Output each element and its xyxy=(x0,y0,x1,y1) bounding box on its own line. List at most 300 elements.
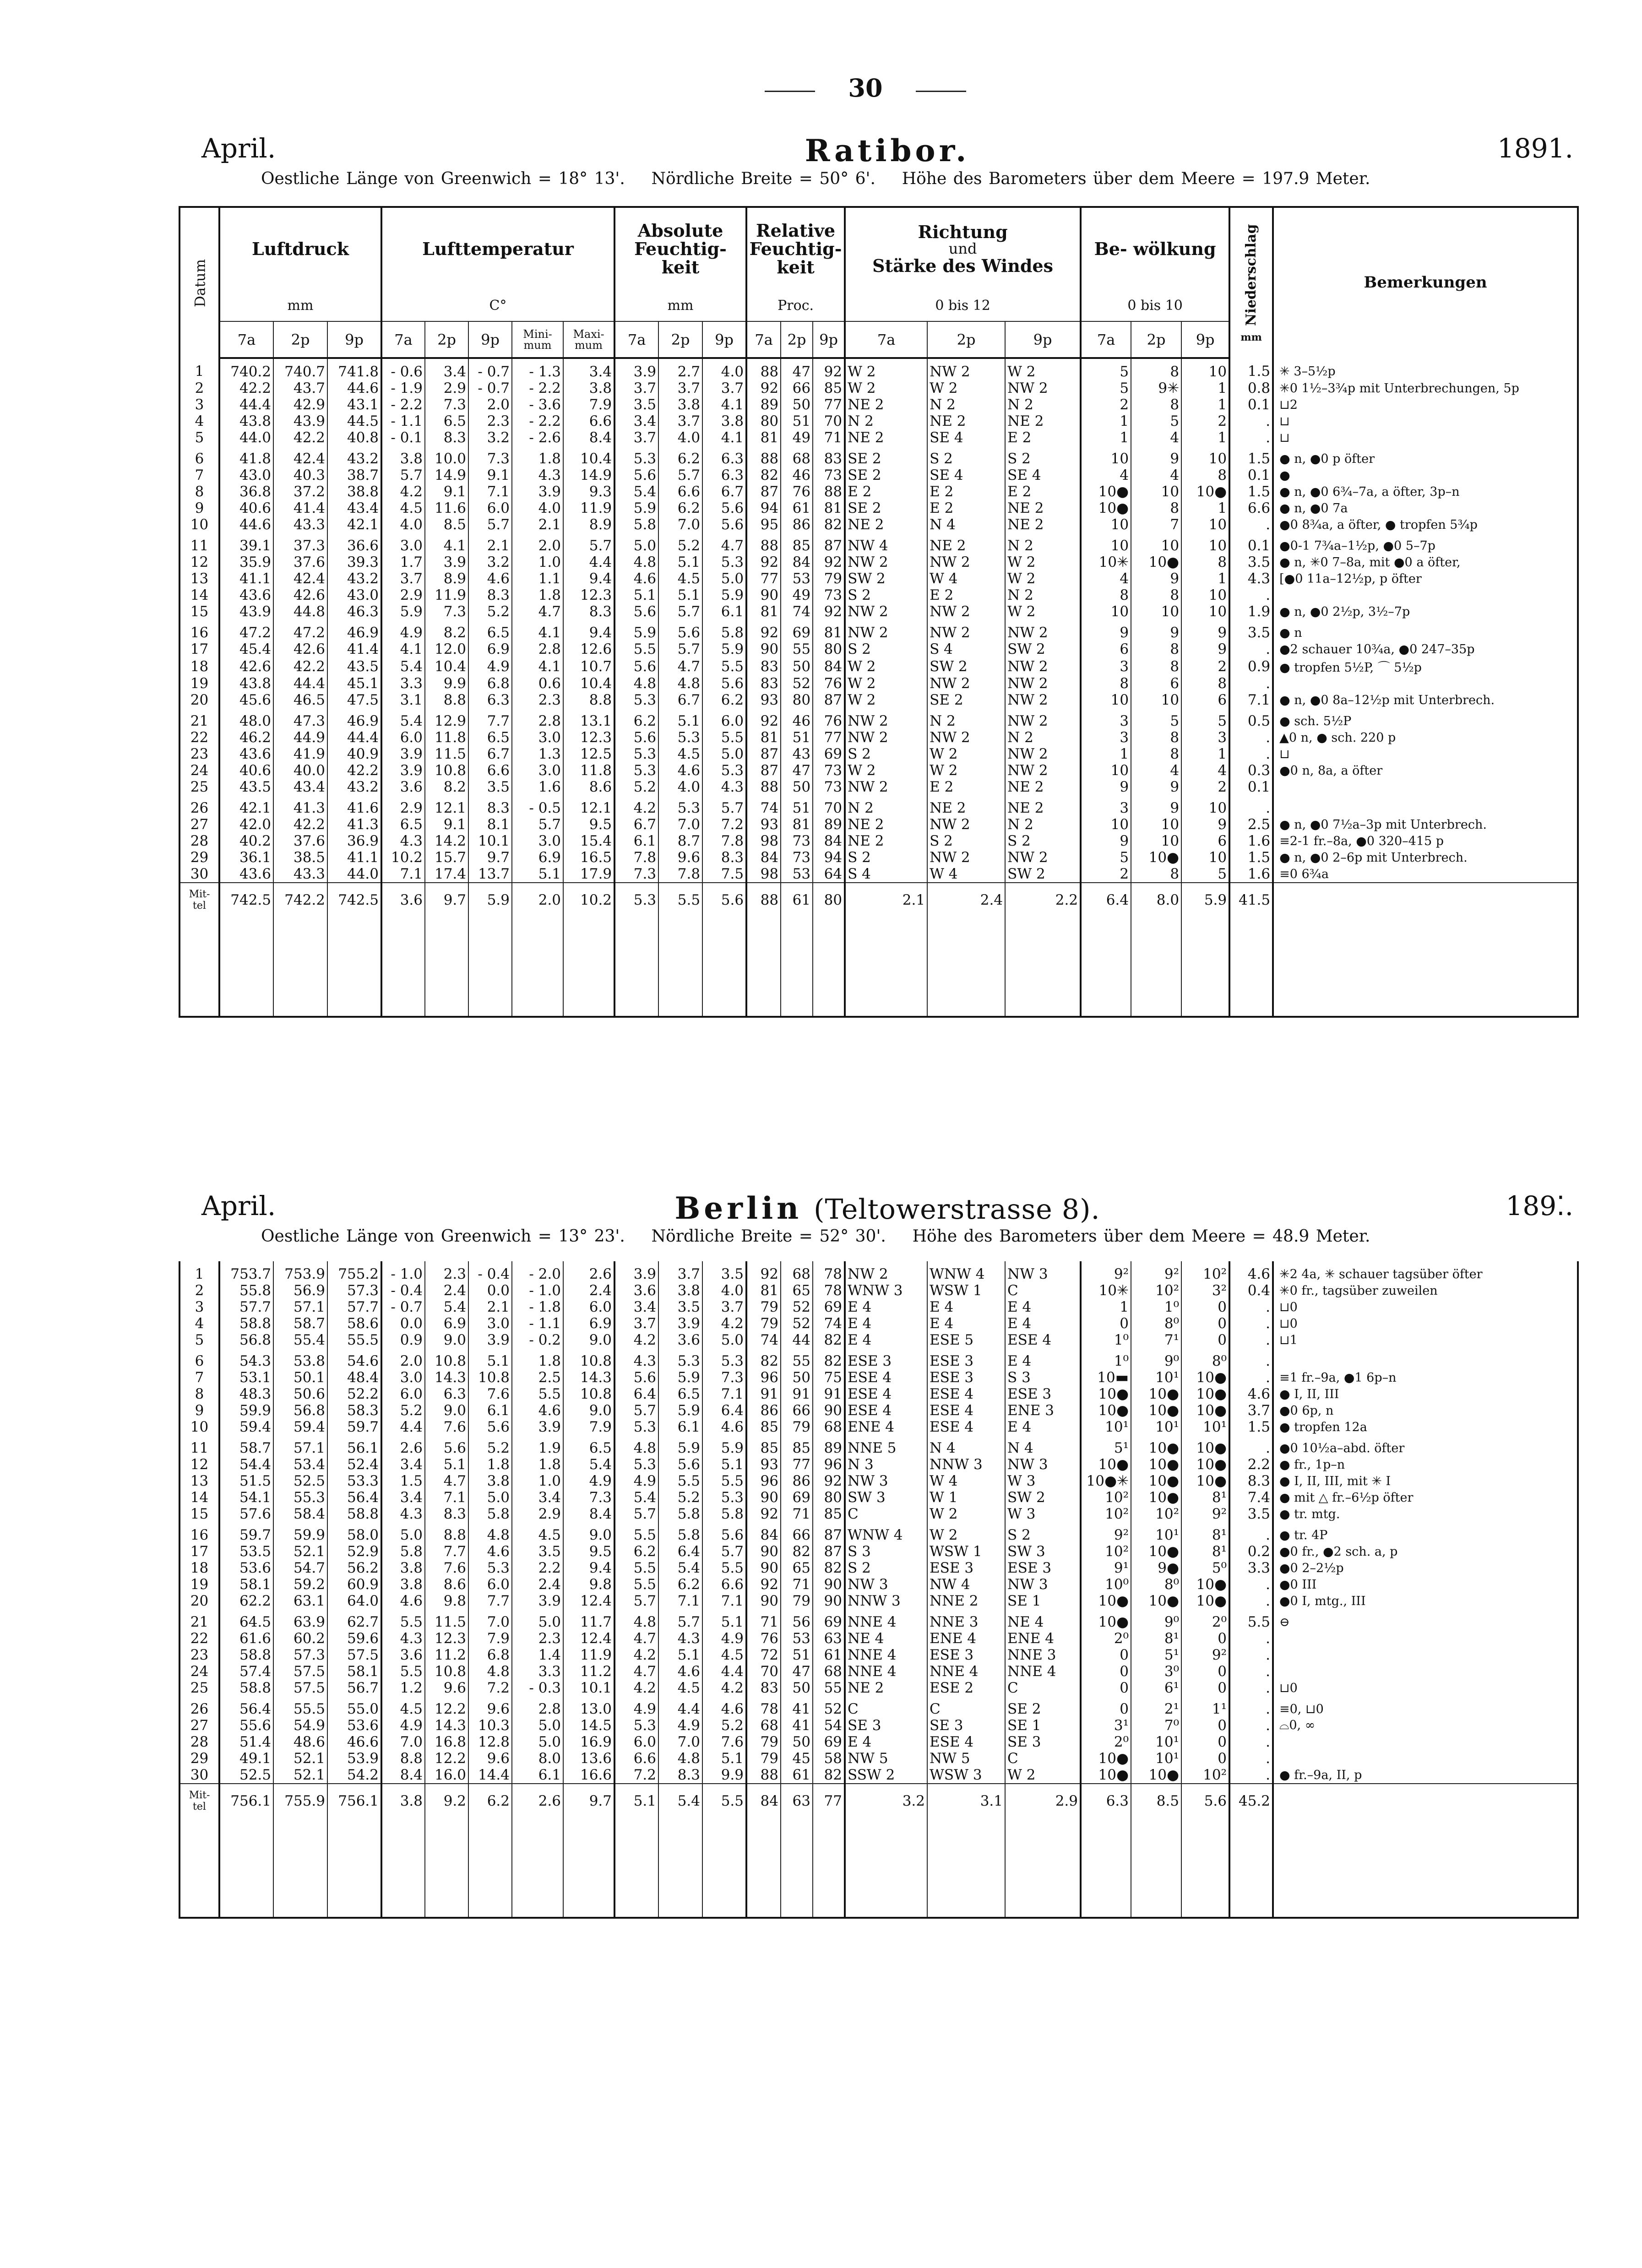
cell-p2: 43.4 xyxy=(273,779,327,795)
cell-t7: 10.2 xyxy=(381,849,425,866)
cell-p9: 43.4 xyxy=(327,500,381,516)
cell-r7: 87 xyxy=(746,483,781,500)
cell-t2: 12.0 xyxy=(425,641,468,657)
cell-tn: 3.9 xyxy=(512,1593,563,1609)
cell-d: 23 xyxy=(190,1647,209,1663)
cell-t9: 2.0 xyxy=(468,396,512,413)
cell-p2: 54.9 xyxy=(273,1717,327,1734)
cell-c2: 2¹ xyxy=(1131,1696,1181,1717)
cell-n: 3.7 xyxy=(1229,1402,1273,1419)
cell-d: 3 xyxy=(195,396,204,413)
cell-p7: 57.4 xyxy=(219,1663,273,1680)
cell-w9: C xyxy=(1005,1680,1081,1696)
cell-r9: 76 xyxy=(813,675,845,692)
cell-a9: 5.3 xyxy=(702,1489,746,1506)
cell-c7: 10 xyxy=(1081,816,1131,833)
ratibor-month: April. xyxy=(201,133,276,164)
cell-a2: 6.5 xyxy=(658,1386,702,1402)
mean-a9: 5.6 xyxy=(702,883,746,915)
cell-tx: 8.3 xyxy=(563,603,614,620)
cell-r9: 82 xyxy=(813,516,845,533)
blank-cell xyxy=(813,1816,845,1917)
cell-tn: - 0.5 xyxy=(512,795,563,816)
cell-a2: 4.4 xyxy=(658,1696,702,1717)
cell-r2: 47 xyxy=(781,762,813,779)
cell-t7: 3.6 xyxy=(381,1647,425,1663)
cell-p7: 54.3 xyxy=(219,1348,273,1369)
cell-c2: 9 xyxy=(1131,570,1181,587)
cell-p2: 43.7 xyxy=(273,380,327,396)
cell-tx: 3.8 xyxy=(563,380,614,396)
cell-a7: 6.2 xyxy=(614,708,658,729)
cell-n: 3.5 xyxy=(1229,554,1273,570)
cell-tx: 8.6 xyxy=(563,779,614,795)
cell-n: 1.6 xyxy=(1229,833,1273,849)
cell-tx: 12.3 xyxy=(563,587,614,603)
sub-2p: 2p xyxy=(658,321,702,358)
cell-r9: 55 xyxy=(813,1680,845,1696)
cell-w7: SE 2 xyxy=(845,467,927,483)
cell-c9: 1 xyxy=(1181,500,1229,516)
cell-c2: 8 xyxy=(1131,641,1181,657)
cell-rem: ●0 6p, n xyxy=(1273,1402,1577,1419)
cell-t7: 4.2 xyxy=(381,483,425,500)
table-row xyxy=(180,446,1577,467)
cell-w2: W 2 xyxy=(927,762,1005,779)
cell-r7: 90 xyxy=(746,1543,781,1560)
cell-a7: 3.4 xyxy=(614,1299,658,1315)
cell-rem: ● tr. 4P xyxy=(1273,1522,1577,1543)
cell-r9: 68 xyxy=(813,1419,845,1435)
mean-c7: 6.4 xyxy=(1081,883,1131,915)
cell-w2: NNE 4 xyxy=(927,1663,1005,1680)
cell-a7: 4.8 xyxy=(614,554,658,570)
berlin-year: 189⁚. xyxy=(1506,1190,1573,1221)
cell-t7: 5.2 xyxy=(381,1402,425,1419)
sub-2p: 2p xyxy=(781,321,813,358)
cell-c2: 8⁰ xyxy=(1131,1315,1181,1332)
sub-9p: 9p xyxy=(327,321,381,358)
mean-w9: 2.9 xyxy=(1005,1784,1081,1816)
cell-n: 0.2 xyxy=(1229,1543,1273,1560)
cell-p7: 54.1 xyxy=(219,1489,273,1506)
cell-c9: 1 xyxy=(1181,380,1229,396)
cell-c7: 10 xyxy=(1081,446,1131,467)
cell-r7: 88 xyxy=(746,358,781,380)
cell-c2: 10● xyxy=(1131,1456,1181,1473)
mean-c2: 8.0 xyxy=(1131,883,1181,915)
cell-r2: 50 xyxy=(781,1369,813,1386)
cell-tn: 2.4 xyxy=(512,1576,563,1593)
cell-c9: 8¹ xyxy=(1181,1489,1229,1506)
cell-tn: 1.9 xyxy=(512,1435,563,1456)
cell-c9: 2⁰ xyxy=(1181,1609,1229,1630)
cell-p7: 41.1 xyxy=(219,570,273,587)
table-row xyxy=(180,729,1577,746)
header-wind-line2: und xyxy=(948,240,977,258)
cell-d: 13 xyxy=(190,1473,209,1489)
cell-r9: 73 xyxy=(813,762,845,779)
sub-7a: 7a xyxy=(381,321,425,358)
cell-r7: 92 xyxy=(746,708,781,729)
table-row xyxy=(180,1419,1577,1435)
cell-a9: 6.2 xyxy=(702,692,746,708)
cell-t9: 4.6 xyxy=(468,570,512,587)
cell-r2: 44 xyxy=(781,1332,813,1348)
cell-n: 0.8 xyxy=(1229,380,1273,396)
cell-tn: - 1.8 xyxy=(512,1299,563,1315)
cell-tx: 14.5 xyxy=(563,1717,614,1734)
cell-r2: 66 xyxy=(781,1402,813,1419)
cell-c7: 0 xyxy=(1081,1647,1131,1663)
cell-tn: 1.0 xyxy=(512,554,563,570)
cell-rem: ● tr. mtg. xyxy=(1273,1506,1577,1522)
cell-c2: 10¹ xyxy=(1131,1369,1181,1386)
cell-a9: 5.5 xyxy=(702,1473,746,1489)
cell-p9: 58.6 xyxy=(327,1315,381,1332)
cell-t2: 10.4 xyxy=(425,657,468,675)
blank-cell xyxy=(927,915,1005,1016)
cell-a7: 5.7 xyxy=(614,1593,658,1609)
cell-p7: 58.8 xyxy=(219,1647,273,1663)
cell-t9: - 0.7 xyxy=(468,358,512,380)
cell-r7: 82 xyxy=(746,1348,781,1369)
cell-p7: 42.2 xyxy=(219,380,273,396)
cell-c7: 1 xyxy=(1081,429,1131,446)
header-niederschlag xyxy=(1229,208,1273,358)
cell-p9: 44.4 xyxy=(327,729,381,746)
cell-d: 14 xyxy=(190,587,209,603)
cell-w7: E 4 xyxy=(845,1315,927,1332)
cell-w2: E 2 xyxy=(927,587,1005,603)
cell-p2: 52.1 xyxy=(273,1750,327,1767)
cell-tx: 8.9 xyxy=(563,516,614,533)
cell-n: . xyxy=(1229,1734,1273,1750)
sub-9p: 9p xyxy=(468,321,512,358)
mean-a7: 5.1 xyxy=(614,1784,658,1816)
cell-p2: 38.5 xyxy=(273,849,327,866)
cell-t7: 3.0 xyxy=(381,1369,425,1386)
cell-n: . xyxy=(1229,1680,1273,1696)
cell-tn: 5.0 xyxy=(512,1609,563,1630)
cell-c7: 6 xyxy=(1081,641,1131,657)
mean-p2: 742.2 xyxy=(273,883,327,915)
cell-p2: 42.2 xyxy=(273,816,327,833)
cell-c2: 9 xyxy=(1131,795,1181,816)
cell-p7: 43.6 xyxy=(219,866,273,883)
cell-rem: ● n, ●0 2–6p mit Unterbrech. xyxy=(1273,849,1577,866)
cell-a2: 5.3 xyxy=(658,795,702,816)
cell-a2: 4.6 xyxy=(658,762,702,779)
cell-tx: 5.7 xyxy=(563,533,614,554)
cell-c2: 3⁰ xyxy=(1131,1663,1181,1680)
cell-r2: 46 xyxy=(781,708,813,729)
cell-c2: 10 xyxy=(1131,603,1181,620)
cell-w7: NNW 3 xyxy=(845,1593,927,1609)
cell-rem: ● n, ●0 8a–12½p mit Unterbrech. xyxy=(1273,692,1577,708)
cell-t9: 7.0 xyxy=(468,1609,512,1630)
cell-t7: - 0.1 xyxy=(381,429,425,446)
cell-t2: 14.2 xyxy=(425,833,468,849)
sub-7a: 7a xyxy=(1081,321,1131,358)
berlin-month: April. xyxy=(201,1190,276,1221)
cell-w2: ESE 3 xyxy=(927,1560,1005,1576)
cell-r2: 68 xyxy=(781,446,813,467)
cell-a9: 7.3 xyxy=(702,1369,746,1386)
ratibor-table xyxy=(180,208,1577,1016)
cell-r7: 92 xyxy=(746,620,781,641)
cell-t7: 6.5 xyxy=(381,816,425,833)
cell-t9: 6.3 xyxy=(468,692,512,708)
cell-a7: 4.2 xyxy=(614,1332,658,1348)
cell-w7: NW 4 xyxy=(845,533,927,554)
cell-p7: 43.5 xyxy=(219,779,273,795)
table-row xyxy=(180,795,1577,816)
table-row xyxy=(180,467,1577,483)
cell-a9: 5.5 xyxy=(702,1560,746,1576)
cell-rem: ⊔2 xyxy=(1273,396,1577,413)
cell-r7: 79 xyxy=(746,1299,781,1315)
cell-n: 5.5 xyxy=(1229,1609,1273,1630)
cell-c9: 0 xyxy=(1181,1680,1229,1696)
cell-t7: 1.5 xyxy=(381,1473,425,1489)
cell-p2: 753.9 xyxy=(273,1261,327,1282)
cell-t7: 4.5 xyxy=(381,1696,425,1717)
cell-p9: 58.0 xyxy=(327,1522,381,1543)
cell-a7: 3.9 xyxy=(614,1261,658,1282)
blank-cell xyxy=(425,915,468,1016)
cell-n: 1.5 xyxy=(1229,358,1273,380)
table-row xyxy=(180,1576,1577,1593)
cell-p9: 62.7 xyxy=(327,1609,381,1630)
cell-a2: 5.1 xyxy=(658,1647,702,1663)
cell-p2: 57.5 xyxy=(273,1680,327,1696)
cell-a9: 6.4 xyxy=(702,1402,746,1419)
mean-r2: 63 xyxy=(781,1784,813,1816)
cell-t9: 12.8 xyxy=(468,1734,512,1750)
cell-tx: 13.1 xyxy=(563,708,614,729)
blank-cell xyxy=(327,915,381,1016)
cell-t2: 8.6 xyxy=(425,1576,468,1593)
cell-r9: 70 xyxy=(813,413,845,429)
cell-a7: 4.2 xyxy=(614,795,658,816)
cell-d: 23 xyxy=(190,746,209,762)
blank-cell xyxy=(1081,915,1131,1016)
cell-c7: 3 xyxy=(1081,708,1131,729)
cell-rem: ●0 8¾a, a öfter, ● tropfen 5¾p xyxy=(1273,516,1577,533)
cell-tn: 6.1 xyxy=(512,1767,563,1784)
cell-tn: 5.7 xyxy=(512,816,563,833)
cell-r9: 91 xyxy=(813,1386,845,1402)
cell-p7: 46.2 xyxy=(219,729,273,746)
cell-c7: 2⁰ xyxy=(1081,1734,1131,1750)
cell-tn: 3.0 xyxy=(512,762,563,779)
cell-w9: W 2 xyxy=(1005,1767,1081,1784)
cell-w9: ESE 4 xyxy=(1005,1332,1081,1348)
cell-p9: 40.8 xyxy=(327,429,381,446)
cell-w9: NE 2 xyxy=(1005,779,1081,795)
cell-p2: 48.6 xyxy=(273,1734,327,1750)
unit-abs: mm xyxy=(614,290,746,321)
header-wind xyxy=(845,208,1081,290)
cell-w9: SE 1 xyxy=(1005,1593,1081,1609)
cell-tx: 10.7 xyxy=(563,657,614,675)
cell-tx: 9.4 xyxy=(563,570,614,587)
cell-r7: 92 xyxy=(746,1576,781,1593)
cell-p2: 42.9 xyxy=(273,396,327,413)
cell-tn: 5.1 xyxy=(512,866,563,883)
sub-7a: 7a xyxy=(219,321,273,358)
cell-rem: ● mit △ fr.–6½p öfter xyxy=(1273,1489,1577,1506)
cell-r9: 74 xyxy=(813,1315,845,1332)
cell-p7: 44.0 xyxy=(219,429,273,446)
cell-a9: 7.8 xyxy=(702,833,746,849)
cell-tn: 4.0 xyxy=(512,500,563,516)
cell-c9: 8 xyxy=(1181,554,1229,570)
cell-d: 10 xyxy=(190,1419,209,1435)
cell-p2: 43.9 xyxy=(273,413,327,429)
cell-a9: 5.1 xyxy=(702,1750,746,1767)
cell-w7: N 2 xyxy=(845,413,927,429)
cell-w7: ESE 3 xyxy=(845,1348,927,1369)
cell-p9: 54.6 xyxy=(327,1348,381,1369)
table-row xyxy=(180,1680,1577,1696)
cell-w9: NW 2 xyxy=(1005,675,1081,692)
cell-p7: 43.8 xyxy=(219,675,273,692)
cell-p7: 44.6 xyxy=(219,516,273,533)
cell-r9: 54 xyxy=(813,1717,845,1734)
cell-n: . xyxy=(1229,1593,1273,1609)
cell-c2: 10 xyxy=(1131,533,1181,554)
mean-w7: 2.1 xyxy=(845,883,927,915)
cell-t7: 4.6 xyxy=(381,1593,425,1609)
blank-cell xyxy=(702,1816,746,1917)
cell-a7: 5.4 xyxy=(614,1489,658,1506)
cell-w9: W 2 xyxy=(1005,554,1081,570)
cell-a2: 8.3 xyxy=(658,1767,702,1784)
cell-a2: 4.5 xyxy=(658,746,702,762)
cell-w7: SE 2 xyxy=(845,446,927,467)
cell-a2: 6.6 xyxy=(658,483,702,500)
cell-tx: 9.4 xyxy=(563,620,614,641)
cell-r2: 52 xyxy=(781,1299,813,1315)
cell-n: 4.6 xyxy=(1229,1386,1273,1402)
table-row xyxy=(180,866,1577,883)
cell-t7: 3.8 xyxy=(381,446,425,467)
cell-t2: 7.3 xyxy=(425,603,468,620)
cell-p9: 56.1 xyxy=(327,1435,381,1456)
cell-p7: 43.0 xyxy=(219,467,273,483)
cell-t2: 3.9 xyxy=(425,554,468,570)
cell-r9: 77 xyxy=(813,396,845,413)
cell-w7: NW 2 xyxy=(845,779,927,795)
cell-r9: 92 xyxy=(813,358,845,380)
cell-c7: 8 xyxy=(1081,675,1131,692)
cell-a7: 5.1 xyxy=(614,587,658,603)
cell-w9: ESE 3 xyxy=(1005,1386,1081,1402)
cell-a9: 9.9 xyxy=(702,1767,746,1784)
cell-t7: - 1.9 xyxy=(381,380,425,396)
cell-rem: ● sch. 5½P xyxy=(1273,708,1577,729)
cell-a7: 5.3 xyxy=(614,692,658,708)
cell-rem: ≡1 fr.–9a, ●1 6p–n xyxy=(1273,1369,1577,1386)
cell-p2: 42.2 xyxy=(273,429,327,446)
cell-w7: WNW 4 xyxy=(845,1522,927,1543)
cell-c9: 5⁰ xyxy=(1181,1560,1229,1576)
blank-cell xyxy=(1181,1816,1229,1917)
cell-p2: 41.9 xyxy=(273,746,327,762)
cell-t9: 2.1 xyxy=(468,1299,512,1315)
cell-p2: 52.1 xyxy=(273,1543,327,1560)
blank-cell xyxy=(927,1816,1005,1917)
blank-cell xyxy=(1131,1816,1181,1917)
cell-a9: 5.8 xyxy=(702,1506,746,1522)
cell-tn: 2.8 xyxy=(512,1696,563,1717)
cell-rem: ●2 schauer 10¾a, ●0 247–35p xyxy=(1273,641,1577,657)
cell-p9: 55.0 xyxy=(327,1696,381,1717)
cell-r9: 80 xyxy=(813,641,845,657)
cell-w7: N 2 xyxy=(845,795,927,816)
cell-p7: 48.0 xyxy=(219,708,273,729)
cell-tn: 2.3 xyxy=(512,1630,563,1647)
cell-a7: 5.6 xyxy=(614,1369,658,1386)
cell-p7: 41.8 xyxy=(219,446,273,467)
cell-p9: 43.1 xyxy=(327,396,381,413)
cell-p2: 63.1 xyxy=(273,1593,327,1609)
cell-a9: 7.6 xyxy=(702,1734,746,1750)
cell-d: 24 xyxy=(190,762,209,779)
cell-c9: 0 xyxy=(1181,1750,1229,1767)
cell-p7: 40.6 xyxy=(219,500,273,516)
cell-t7: 4.1 xyxy=(381,641,425,657)
cell-c9: 10● xyxy=(1181,1576,1229,1593)
table-row xyxy=(180,1767,1577,1784)
cell-c7: 10 xyxy=(1081,516,1131,533)
cell-p2: 42.4 xyxy=(273,446,327,467)
mean-label: Mit- tel xyxy=(180,1784,219,1816)
cell-t9: 7.9 xyxy=(468,1630,512,1647)
cell-p9: 755.2 xyxy=(327,1261,381,1282)
cell-c7: 9¹ xyxy=(1081,1560,1131,1576)
cell-w7: NE 4 xyxy=(845,1630,927,1647)
cell-a9: 4.9 xyxy=(702,1630,746,1647)
cell-p2: 53.8 xyxy=(273,1348,327,1369)
table-row xyxy=(180,762,1577,779)
cell-c7: 10● xyxy=(1081,1402,1131,1419)
cell-t2: 7.7 xyxy=(425,1543,468,1560)
cell-r7: 86 xyxy=(746,1402,781,1419)
cell-r2: 49 xyxy=(781,587,813,603)
sub-2p: 2p xyxy=(425,321,468,358)
blank-cell xyxy=(1181,915,1229,1016)
cell-n: . xyxy=(1229,795,1273,816)
unit-luftdruck: mm xyxy=(219,290,381,321)
cell-tx: 9.5 xyxy=(563,816,614,833)
cell-n: 8.3 xyxy=(1229,1473,1273,1489)
cell-t2: 17.4 xyxy=(425,866,468,883)
cell-t2: 11.2 xyxy=(425,1647,468,1663)
cell-d: 13 xyxy=(190,570,209,587)
cell-p9: 41.1 xyxy=(327,849,381,866)
cell-rem: ⊔ xyxy=(1273,429,1577,446)
cell-w9: W 2 xyxy=(1005,603,1081,620)
cell-t9: 6.6 xyxy=(468,762,512,779)
cell-d: 12 xyxy=(190,554,209,570)
cell-w7: E 2 xyxy=(845,483,927,500)
cell-w7: NW 3 xyxy=(845,1473,927,1489)
cell-n: . xyxy=(1229,1315,1273,1332)
cell-a7: 5.8 xyxy=(614,516,658,533)
